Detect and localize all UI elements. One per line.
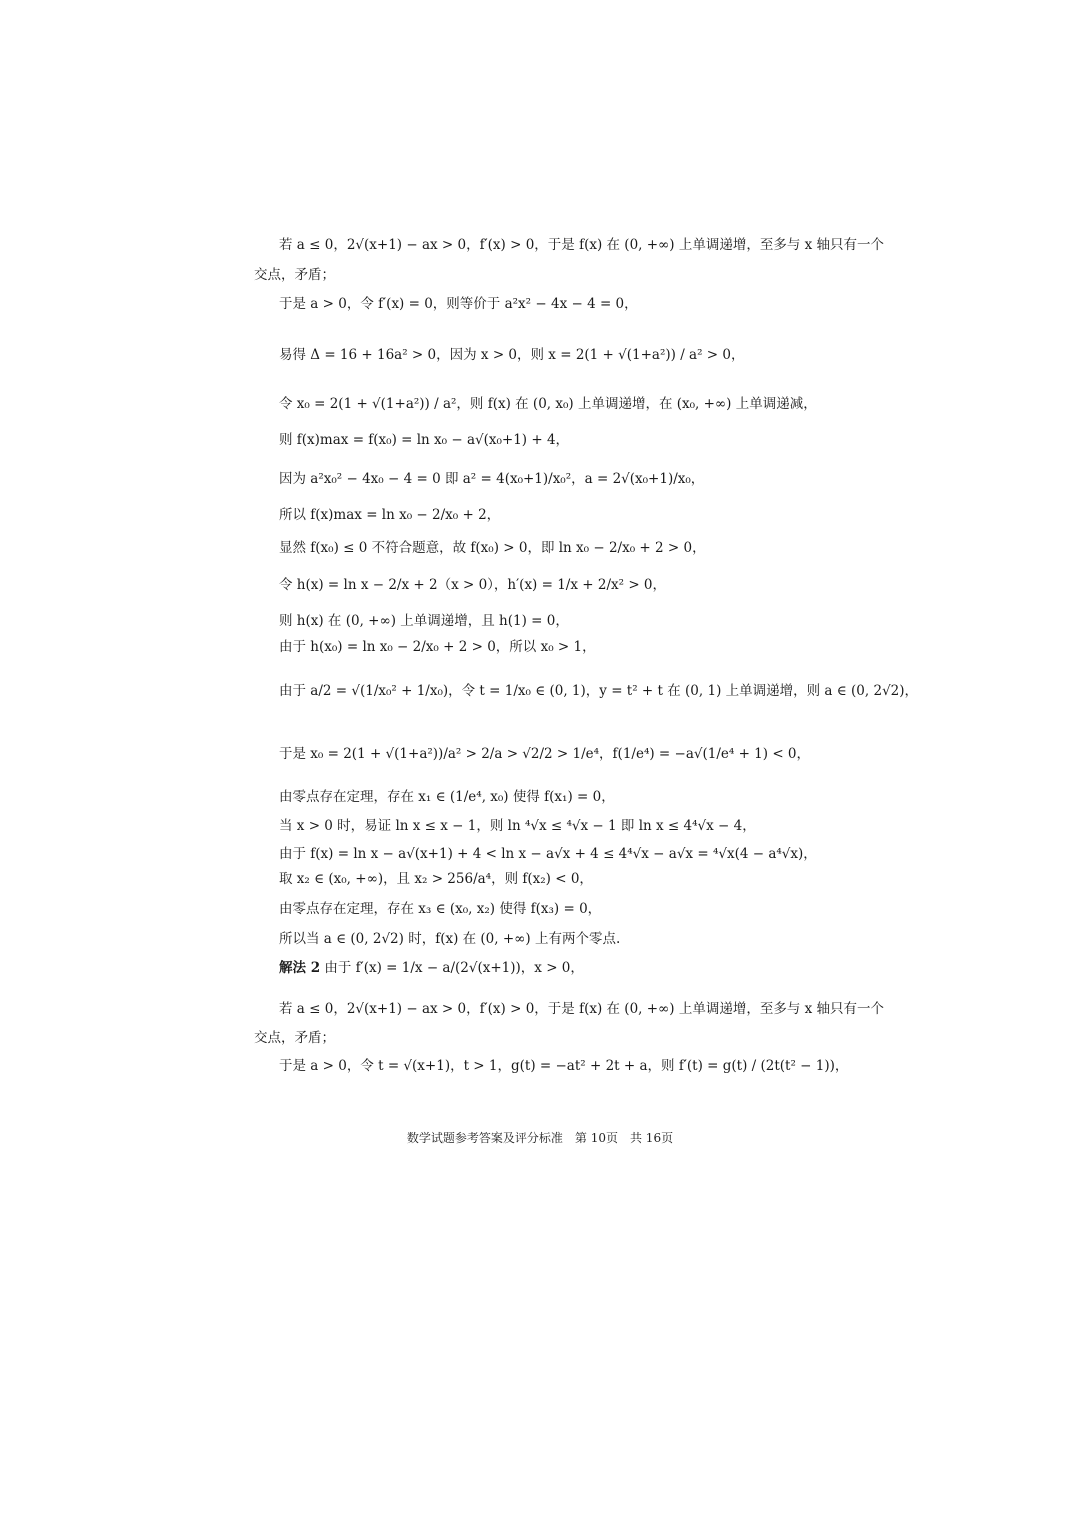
text-line: 所以当 a ∈ (0, 2√2) 时，f(x) 在 (0, +∞) 上有两个零点.	[279, 931, 621, 947]
text-line: 由于 f(x) = ln x − a√(x+1) + 4 < ln x − a√x + 4 ≤ 4⁴√x − a√x = ⁴√x(4 − a⁴√x)，	[279, 846, 817, 862]
text-line: 交点，矛盾；	[254, 1030, 335, 1046]
method2-label: 解法 2	[279, 960, 321, 976]
text-line: 因为 a²x₀² − 4x₀ − 4 = 0 即 a² = 4(x₀+1)/x₀²，a = 2√(x₀+1)/x₀，	[279, 471, 705, 487]
text-line: 若 a ≤ 0，2√(x+1) − ax > 0，f′(x) > 0，于是 f(x) 在 (0, +∞) 上单调递增，至多与 x 轴只有一个	[279, 1001, 885, 1017]
text-line: 易得 Δ = 16 + 16a² > 0，因为 x > 0，则 x = 2(1 + √(1+a²)) / a² > 0，	[279, 347, 745, 363]
method2-text: 由于 f′(x) = 1/x − a/(2√(x+1))，x > 0，	[324, 960, 584, 976]
text-line: 显然 f(x₀) ≤ 0 不符合题意，故 f(x₀) > 0，即 ln x₀ − 2/x₀ + 2 > 0，	[279, 540, 706, 556]
text-line: 由零点存在定理，存在 x₁ ∈ (1/e⁴, x₀) 使得 f(x₁) = 0，	[279, 789, 615, 805]
text-line: 于是 a > 0，令 t = √(x+1)，t > 1，g(t) = −at² + 2t + a，则 f′(t) = g(t) / (2t(t² − 1))，	[279, 1058, 849, 1074]
method2-line	[279, 959, 584, 977]
text-line: 令 x₀ = 2(1 + √(1+a²)) / a²，则 f(x) 在 (0, x₀) 上单调递增，在 (x₀, +∞) 上单调递减，	[279, 396, 817, 412]
text-line: 由于 h(x₀) = ln x₀ − 2/x₀ + 2 > 0，所以 x₀ > 1，	[279, 639, 596, 655]
text-line: 所以 f(x)max = ln x₀ − 2/x₀ + 2，	[279, 507, 501, 523]
text-line: 交点，矛盾；	[254, 267, 335, 283]
text-line: 取 x₂ ∈ (x₀, +∞)，且 x₂ > 256/a⁴，则 f(x₂) < 0，	[279, 871, 593, 887]
page-footer: 数学试题参考答案及评分标准 第 10页 共 16页	[406, 1131, 674, 1145]
text-line: 令 h(x) = ln x − 2/x + 2（x > 0），h′(x) = 1/x + 2/x² > 0，	[279, 577, 667, 593]
text-line: 于是 x₀ = 2(1 + √(1+a²))/a² > 2/a > √2/2 > 1/e⁴，f(1/e⁴) = −a√(1/e⁴ + 1) < 0，	[279, 746, 811, 762]
text-line: 于是 a > 0，令 f′(x) = 0，则等价于 a²x² − 4x − 4 = 0，	[279, 296, 638, 312]
text-line: 由零点存在定理，存在 x₃ ∈ (x₀, x₂) 使得 f(x₃) = 0，	[279, 901, 602, 917]
text-line: 当 x > 0 时，易证 ln x ≤ x − 1，则 ln ⁴√x ≤ ⁴√x − 1 即 ln x ≤ 4⁴√x − 4，	[279, 818, 756, 834]
text-line: 则 h(x) 在 (0, +∞) 上单调递增，且 h(1) = 0，	[279, 613, 569, 629]
text-line: 若 a ≤ 0，2√(x+1) − ax > 0，f′(x) > 0，于是 f(x) 在 (0, +∞) 上单调递增，至多与 x 轴只有一个	[279, 237, 885, 253]
text-line: 则 f(x)max = f(x₀) = ln x₀ − a√(x₀+1) + 4，	[279, 432, 570, 448]
text-line: 由于 a/2 = √(1/x₀² + 1/x₀)，令 t = 1/x₀ ∈ (0, 1)，y = t² + t 在 (0, 1) 上单调递增，则 a ∈ (0, 2√2)，	[279, 683, 919, 699]
